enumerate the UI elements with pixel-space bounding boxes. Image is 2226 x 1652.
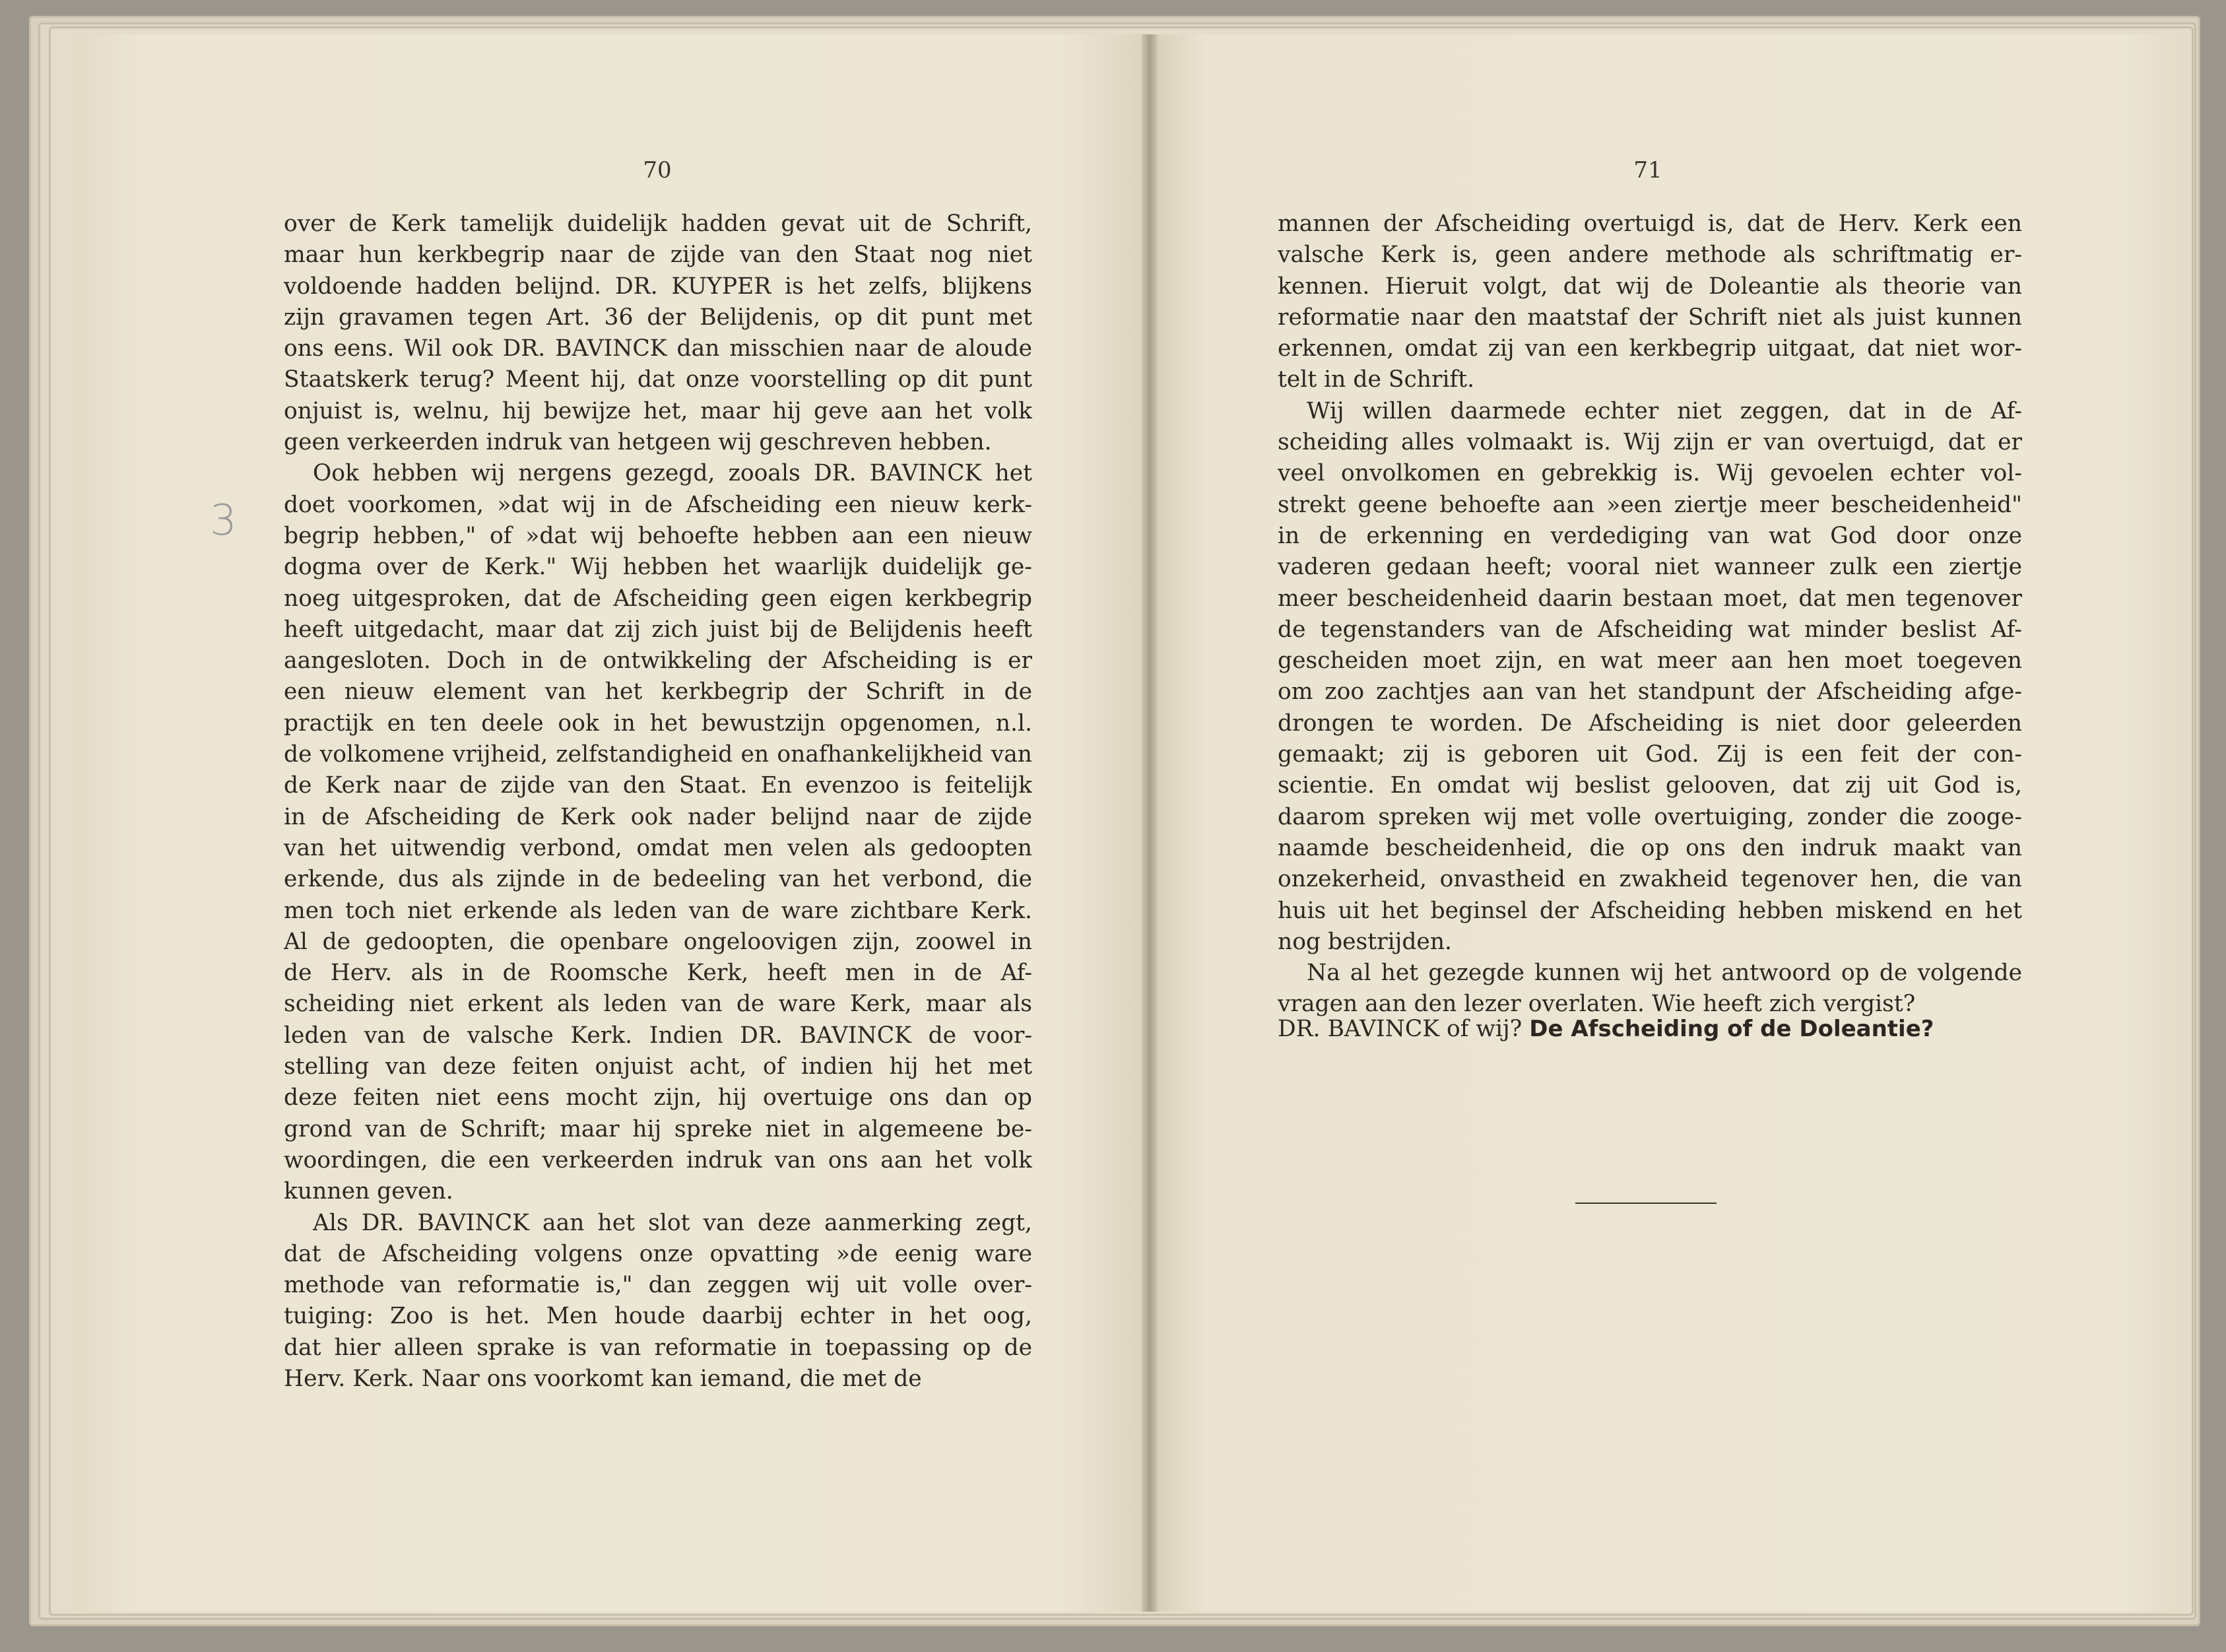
text-line: de Kerk naar de zijde van den Staat. En evenzoo is feitelijk bbox=[284, 772, 1032, 799]
text-line: in de Afscheiding de Kerk ook nader belijnd naar de zijde bbox=[284, 803, 1032, 830]
text-line: de Herv. als in de Roomsche Kerk, heeft men in de Af- bbox=[284, 960, 1032, 987]
text-line: drongen te worden. De Afscheiding is niet door geleerden bbox=[1278, 710, 2022, 737]
text-line: vragen aan den lezer overlaten. Wie heeft zich vergist? bbox=[1278, 991, 1916, 1018]
text-line: erkende, dus als zijnde in de bedeeling van het verbond, die bbox=[284, 866, 1032, 893]
paragraph bbox=[1278, 958, 2022, 1020]
end-rule bbox=[1575, 1203, 1717, 1204]
text-line: Na al het gezegde kunnen wij het antwoord op de volgende bbox=[1307, 960, 2022, 987]
paragraph bbox=[284, 209, 1032, 458]
text-line: dat de Afscheiding volgens onze opvatting »de eenig ware bbox=[284, 1240, 1032, 1267]
right-page-text bbox=[1278, 209, 2022, 1020]
text-line: doet voorkomen, »dat wij in de Afscheiding een nieuw kerk- bbox=[284, 491, 1032, 518]
text-line: huis uit het beginsel der Afscheiding hebben miskend en het bbox=[1278, 897, 2022, 924]
text-line: gemaakt; zij is geboren uit God. Zij is een feit der con- bbox=[1278, 741, 2022, 768]
text-line: daarom spreken wij met volle overtuiging, zonder die zooge- bbox=[1278, 803, 2022, 830]
text-line: practijk en ten deele ook in het bewustzijn opgenomen, n.l. bbox=[284, 710, 1032, 737]
text-line: onjuist is, welnu, hij bewijze het, maar hij geve aan het volk bbox=[284, 397, 1032, 424]
text-line: scheiding alles volmaakt is. Wij zijn er van overtuigd, dat er bbox=[1278, 429, 2022, 456]
text-line: grond van de Schrift; maar hij spreke niet in algemeene be- bbox=[284, 1115, 1032, 1142]
text-line: maar hun kerkbegrip naar de zijde van den Staat nog niet bbox=[284, 242, 1032, 269]
text-line: Herv. Kerk. Naar ons voorkomt kan iemand, die met de bbox=[284, 1365, 922, 1392]
text-line: aangesloten. Doch in de ontwikkeling der Afscheiding is er bbox=[284, 647, 1032, 675]
closing-line bbox=[1278, 1014, 2022, 1045]
text-line: in de erkenning en verdediging van wat God door onze bbox=[1278, 522, 2022, 549]
text-line: reformatie naar den maatstaf der Schrift niet als juist kunnen bbox=[1278, 304, 2022, 331]
text-line: mannen der Afscheiding overtuigd is, dat de Herv. Kerk een bbox=[1278, 211, 2022, 237]
text-line: stelling van deze feiten onjuist acht, of indien hij het met bbox=[284, 1053, 1032, 1080]
right-page-number: 71 bbox=[1633, 157, 1662, 183]
text-line: over de Kerk tamelijk duidelijk hadden gevat uit de Schrift, bbox=[284, 211, 1032, 237]
text-line: dogma over de Kerk." Wij hebben het waarlijk duidelijk ge- bbox=[284, 554, 1032, 581]
text-line: naamde bescheidenheid, die op ons den indruk maakt van bbox=[1278, 834, 2022, 861]
text-line: valsche Kerk is, geen andere methode als schriftmatig er- bbox=[1278, 242, 2022, 269]
closing-title: De Afscheiding of de Doleantie? bbox=[1529, 1016, 1934, 1042]
text-line: noeg uitgesproken, dat de Afscheiding geen eigen kerkbegrip bbox=[284, 585, 1032, 612]
text-line: woordingen, die een verkeerden indruk van ons aan het volk bbox=[284, 1146, 1032, 1173]
book-gutter bbox=[1142, 34, 1158, 1612]
text-line: scheiding niet erkent als leden van de ware Kerk, maar als bbox=[284, 991, 1032, 1018]
text-line: vaderen gedaan heeft; vooral niet wanneer zulk een ziertje bbox=[1278, 554, 2022, 581]
text-line: kunnen geven. bbox=[284, 1178, 453, 1205]
text-line: erkennen, omdat zij van een kerkbegrip uitgaat, dat niet wor- bbox=[1278, 335, 2022, 362]
text-line: heeft uitgedacht, maar dat zij zich juist bij de Belijdenis heeft bbox=[284, 616, 1032, 643]
text-line: dat hier alleen sprake is van reformatie in toepassing op de bbox=[284, 1334, 1032, 1361]
text-line: van het uitwendig verbond, omdat men velen als gedoopten bbox=[284, 834, 1032, 861]
text-line: leden van de valsche Kerk. Indien DR. BAVINCK de voor- bbox=[284, 1022, 1032, 1049]
text-line: begrip hebben," of »dat wij behoefte hebben aan een nieuw bbox=[284, 522, 1032, 549]
text-line: nog bestrijden. bbox=[1278, 928, 1453, 955]
margin-pencil-mark: 3 bbox=[210, 496, 237, 545]
text-line: zijn gravamen tegen Art. 36 der Belijdenis, op dit punt met bbox=[284, 304, 1032, 331]
text-line: telt in de Schrift. bbox=[1278, 366, 1475, 393]
text-line: Wij willen daarmede echter niet zeggen, dat in de Af- bbox=[1307, 397, 2022, 424]
text-line: scientie. En omdat wij beslist gelooven, dat zij uit God is, bbox=[1278, 772, 2022, 799]
left-page-text bbox=[284, 209, 1032, 1395]
text-line: kennen. Hieruit volgt, dat wij de Doleantie als theorie van bbox=[1278, 273, 2022, 300]
paragraph bbox=[1278, 209, 2022, 396]
text-line: de volkomene vrijheid, zelfstandigheid en onafhankelijkheid van bbox=[284, 741, 1032, 768]
paragraph bbox=[1278, 396, 2022, 958]
text-line: geen verkeerden indruk van hetgeen wij geschreven hebben. bbox=[284, 429, 992, 456]
text-line: Als DR. BAVINCK aan het slot van deze aanmerking zegt, bbox=[313, 1209, 1032, 1236]
paragraph bbox=[284, 458, 1032, 1207]
text-line: om zoo zachtjes aan van het standpunt der Afscheiding afge- bbox=[1278, 678, 2022, 706]
paragraph bbox=[284, 1208, 1032, 1395]
closing-prefix: DR. BAVINCK of wij? bbox=[1278, 1016, 1522, 1042]
text-line: voldoende hadden belijnd. DR. KUYPER is het zelfs, blijkens bbox=[284, 273, 1032, 300]
text-line: methode van reformatie is," dan zeggen wij uit volle over- bbox=[284, 1272, 1032, 1299]
text-line: ons eens. Wil ook DR. BAVINCK dan misschien naar de aloude bbox=[284, 335, 1032, 362]
text-line: gescheiden moet zijn, en wat meer aan hen moet toegeven bbox=[1278, 647, 2022, 675]
text-line: veel onvolkomen en gebrekkig is. Wij gevoelen echter vol- bbox=[1278, 460, 2022, 487]
text-line: de tegenstanders van de Afscheiding wat minder beslist Af- bbox=[1278, 616, 2022, 643]
text-line: tuiging: Zoo is het. Men houde daarbij echter in het oog, bbox=[284, 1303, 1032, 1330]
text-line: meer bescheidenheid daarin bestaan moet, dat men tegenover bbox=[1278, 585, 2022, 612]
text-line: Al de gedoopten, die openbare ongeloovigen zijn, zoowel in bbox=[284, 928, 1032, 955]
text-line: strekt geene behoefte aan »een ziertje meer bescheidenheid" bbox=[1278, 491, 2022, 518]
text-line: Staatskerk terug? Meent hij, dat onze voorstelling op dit punt bbox=[284, 366, 1032, 393]
left-page-number: 70 bbox=[643, 157, 672, 183]
text-line: een nieuw element van het kerkbegrip der Schrift in de bbox=[284, 678, 1032, 706]
text-line: Ook hebben wij nergens gezegd, zooals DR. BAVINCK het bbox=[313, 460, 1032, 487]
text-line: onzekerheid, onvastheid en zwakheid tegenover hen, die van bbox=[1278, 866, 2022, 893]
text-line: men toch niet erkende als leden van de ware zichtbare Kerk. bbox=[284, 897, 1032, 924]
text-line: deze feiten niet eens mocht zijn, hij overtuige ons dan op bbox=[284, 1084, 1032, 1111]
